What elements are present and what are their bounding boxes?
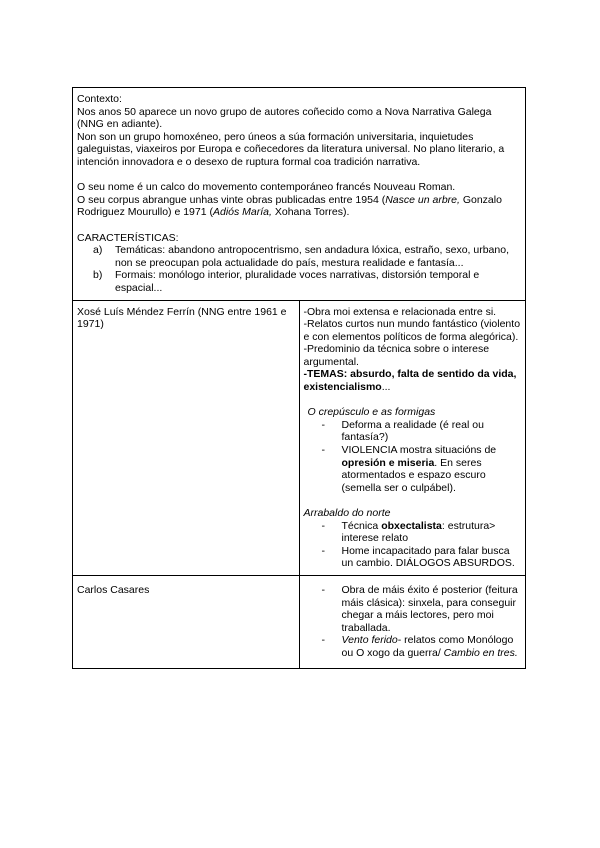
list-item: - Técnica obxectalista: estrutura> interese relato — [321, 519, 496, 545]
characteristic-item: b) Formais: monólogo interior, pluralidade voces narrativas, distorsión temporal e espacial... — [93, 269, 480, 294]
context-paragraph-1: Nos anos 50 aparece un novo grupo de autores coñecido como a Nova Narrativa Galega (NNG en adiante). — [77, 105, 492, 131]
characteristics-list — [77, 244, 521, 294]
casares-list — [304, 584, 522, 660]
work-title-cambio-en-tres: Cambio en tres. — [443, 646, 518, 659]
list-item: - Home incapacitado para falar busca un cambio. DIÁLOGOS ABSURDOS. — [321, 544, 515, 570]
work-title-vento-ferido: Vento ferido — [341, 634, 398, 647]
content-table — [72, 87, 526, 669]
work2-list — [304, 520, 522, 570]
list-item: - Obra de máis éxito é posterior (feitura máis clásica): sinxela, para conseguir chegar a máis lectores, pero moi traballada. — [321, 583, 518, 634]
table-row-ferrin — [73, 300, 526, 575]
characteristics-heading: CARACTERÍSTICAS: — [77, 231, 179, 244]
intro-cell — [73, 88, 526, 301]
table-row-intro — [73, 88, 526, 301]
notes-cell-casares — [299, 575, 526, 668]
list-item: - Deforma a realidade (é real ou fantasía?) — [321, 418, 484, 444]
author-name: Carlos Casares — [77, 583, 150, 596]
work1-list — [304, 419, 522, 495]
context-paragraph-2: Non son un grupo homoxéneo, pero úneos a súa formación universitaria, inquietudes galeguistas, viaxeiros por Europa e coñecedores da literatura universal. No plano literario, a intención innovadora e o desexo de ruptura formal coa tradición narrativa. — [77, 130, 505, 168]
work-title-adios-maria: Adiós María, — [213, 206, 272, 219]
author-cell-ferrin — [73, 300, 300, 575]
characteristic-item: a) Temáticas: abandono antropocentrismo, sen andadura lóxica, estraño, sexo, urbano, non se preocupan pola actualidade do país, mestura realidade e fantasía... — [93, 244, 509, 269]
author-name: Xosé Luís Méndez Ferrín (NNG entre 1961 e 1971) — [77, 305, 287, 331]
note-line: -Relatos curtos nun mundo fantástico (violento e con elementos políticos de forma alegórica). — [303, 318, 521, 343]
author-cell-casares — [73, 575, 300, 668]
note-line: -Predominio da técnica sobre o interese argumental. — [303, 343, 490, 368]
work-title-crepusculo: O crepúsculo e as formigas — [307, 406, 436, 419]
list-item: - VIOLENCIA mostra situacións de opresión e miseria. En seres atormentados e espazo escuro (semella ser o culpábel). — [321, 444, 497, 494]
themes-line: -TEMAS: absurdo, falta de sentido da vida, existencialismo... — [303, 368, 517, 394]
work-title-nasce-un-arbre: Nasce un arbre, — [385, 193, 460, 206]
context-heading: Contexto: — [77, 93, 122, 105]
table-row-casares — [73, 575, 526, 668]
context-paragraph-3: O seu nome é un calco do movemento contemporáneo francés Nouveau Roman. — [77, 181, 456, 194]
context-paragraph-4: O seu corpus abrangue unhas vinte obras publicadas entre 1954 (Nasce un arbre, Gonzalo Rodriguez Mourullo) e 1971 (Adiós María, Xohana Torres). — [77, 193, 502, 219]
note-line: -Obra moi extensa e relacionada entre si. — [303, 305, 497, 318]
notes-cell-ferrin — [299, 300, 526, 575]
work-title-arrabaldo: Arrabaldo do norte — [303, 507, 391, 519]
list-item: - Vento ferido- relatos como Monólogo ou O xogo da guerra/ Cambio en tres. — [321, 634, 518, 659]
